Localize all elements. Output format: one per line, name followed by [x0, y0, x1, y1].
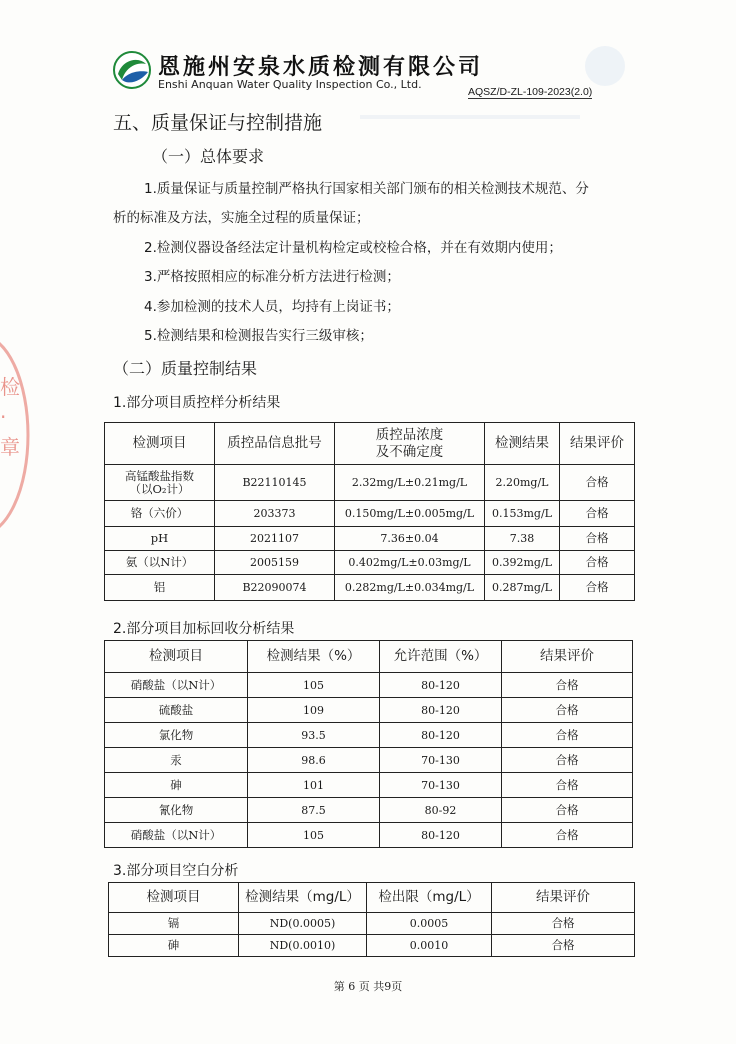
table-cell: 砷 [109, 935, 239, 957]
table-cell: 0.287mg/L [485, 575, 560, 601]
faded-watermark-logo [585, 46, 625, 86]
table3-header-limit: 检出限（mg/L） [367, 883, 492, 913]
requirement-item-1-line-2: 析的标准及方法，实施全过程的质量保证； [113, 210, 370, 226]
table-cell: 0.150mg/L±0.005mg/L [335, 501, 485, 527]
table2-header-item: 检测项目 [105, 641, 248, 673]
table-cell: pH [105, 527, 215, 551]
faded-watermark-bar [360, 115, 580, 119]
table-cell: 80-92 [380, 798, 502, 823]
table-cell: 203373 [215, 501, 335, 527]
qc-sample-table [104, 422, 635, 601]
table-cell: 合格 [502, 748, 633, 773]
table-cell: 高锰酸盐指数 （以O₂计） [105, 465, 215, 501]
table1-header-batch: 质控品信息批号 [215, 423, 335, 465]
table1-header-row [105, 423, 635, 465]
seal-stamp-fragment: 检 · 章 [0, 375, 20, 459]
table3-header-result: 检测结果（mg/L） [239, 883, 367, 913]
document-code: AQSZ/D-ZL-109-2023(2.0) [468, 86, 593, 98]
table-cell: 0.0005 [367, 913, 492, 935]
table1-header-evaluation: 结果评价 [560, 423, 635, 465]
table-cell: 硫酸盐 [105, 698, 248, 723]
table-cell: 氨（以N计） [105, 551, 215, 575]
table2-title: 2.部分项目加标回收分析结果 [113, 621, 295, 637]
table-cell: 合格 [502, 698, 633, 723]
table-cell: 70-130 [380, 748, 502, 773]
table-cell: 98.6 [248, 748, 380, 773]
table-row [105, 673, 633, 698]
table-cell: 砷 [105, 773, 248, 798]
table-cell: 0.153mg/L [485, 501, 560, 527]
table-cell: 合格 [492, 913, 635, 935]
table3-header-evaluation: 结果评价 [492, 883, 635, 913]
table-cell: 101 [248, 773, 380, 798]
table-cell: ND(0.0010) [239, 935, 367, 957]
table2-header-row [105, 641, 633, 673]
table-cell: 合格 [492, 935, 635, 957]
table-cell: B22110145 [215, 465, 335, 501]
table-cell: 80-120 [380, 673, 502, 698]
table-cell: 硝酸盐（以N计） [105, 673, 248, 698]
table-cell: 合格 [502, 673, 633, 698]
table-cell: 2.32mg/L±0.21mg/L [335, 465, 485, 501]
table1-header-result: 检测结果 [485, 423, 560, 465]
table-cell: 80-120 [380, 698, 502, 723]
table-cell: 氯化物 [105, 723, 248, 748]
table1-title: 1.部分项目质控样分析结果 [113, 395, 281, 411]
table-cell: 2005159 [215, 551, 335, 575]
table-cell: 合格 [502, 798, 633, 823]
table-cell: 合格 [560, 527, 635, 551]
table-cell: 105 [248, 823, 380, 848]
table-cell: 0.402mg/L±0.03mg/L [335, 551, 485, 575]
general-requirements-title: （一）总体要求 [152, 147, 265, 166]
table-cell: 合格 [560, 551, 635, 575]
table-cell: 70-130 [380, 773, 502, 798]
table-row [105, 773, 633, 798]
table-cell: 合格 [560, 501, 635, 527]
requirement-item-4: 4.参加检测的技术人员，均持有上岗证书； [144, 299, 400, 315]
table-cell: 105 [248, 673, 380, 698]
table-cell: 氰化物 [105, 798, 248, 823]
table-cell: 硝酸盐（以N计） [105, 823, 248, 848]
table-row [105, 465, 635, 501]
blank-analysis-table [108, 882, 635, 957]
table-row [105, 575, 635, 601]
table-cell: 80-120 [380, 723, 502, 748]
table-cell: 铝 [105, 575, 215, 601]
table-cell: 镉 [109, 913, 239, 935]
qc-results-title: （二）质量控制结果 [113, 359, 258, 378]
company-logo-icon [112, 50, 152, 90]
table-row [105, 823, 633, 848]
requirement-item-5: 5.检测结果和检测报告实行三级审核； [144, 328, 373, 344]
table-row [109, 935, 635, 957]
requirement-item-3: 3.严格按照相应的标准分析方法进行检测； [144, 269, 400, 285]
table-row [105, 501, 635, 527]
table-cell: 80-120 [380, 823, 502, 848]
table-cell: 7.38 [485, 527, 560, 551]
table-row [105, 723, 633, 748]
table-row [105, 798, 633, 823]
table-cell: 0.392mg/L [485, 551, 560, 575]
table-cell: ND(0.0005) [239, 913, 367, 935]
table-row [109, 913, 635, 935]
table1-header-concentration: 质控品浓度 及不确定度 [335, 423, 485, 465]
table-cell: 2021107 [215, 527, 335, 551]
table-cell: 铬（六价） [105, 501, 215, 527]
table-cell: 7.36±0.04 [335, 527, 485, 551]
table-cell: 109 [248, 698, 380, 723]
table-cell: 87.5 [248, 798, 380, 823]
table-row [105, 748, 633, 773]
table2-header-evaluation: 结果评价 [502, 641, 633, 673]
table2-header-result: 检测结果（%） [248, 641, 380, 673]
table-cell: 93.5 [248, 723, 380, 748]
table3-header-item: 检测项目 [109, 883, 239, 913]
table-cell: B22090074 [215, 575, 335, 601]
page-number: 第 6 页 共9页 [333, 980, 403, 993]
table-row [105, 698, 633, 723]
table-row [105, 527, 635, 551]
table1-header-item: 检测项目 [105, 423, 215, 465]
company-name-en: Enshi Anquan Water Quality Inspection Co., Ltd. [158, 78, 422, 91]
table-cell: 汞 [105, 748, 248, 773]
section-title: 五、质量保证与控制措施 [113, 112, 323, 134]
table-cell: 合格 [502, 723, 633, 748]
table-cell: 0.0010 [367, 935, 492, 957]
table-cell: 合格 [502, 773, 633, 798]
table-cell: 合格 [560, 575, 635, 601]
table-cell: 合格 [502, 823, 633, 848]
company-name-cn: 恩施州安泉水质检测有限公司 [158, 54, 484, 80]
table3-title: 3.部分项目空白分析 [113, 863, 239, 879]
table2-header-range: 允许范围（%） [380, 641, 502, 673]
table-cell: 2.20mg/L [485, 465, 560, 501]
table-cell: 合格 [560, 465, 635, 501]
table-cell: 0.282mg/L±0.034mg/L [335, 575, 485, 601]
table-row [105, 551, 635, 575]
requirement-item-2: 2.检测仪器设备经法定计量机构检定或校检合格，并在有效期内使用； [144, 240, 562, 256]
table3-header-row [109, 883, 635, 913]
spike-recovery-table [104, 640, 633, 848]
requirement-item-1-line-1: 1.质量保证与质量控制严格执行国家相关部门颁布的相关检测技术规范、分 [144, 181, 589, 197]
